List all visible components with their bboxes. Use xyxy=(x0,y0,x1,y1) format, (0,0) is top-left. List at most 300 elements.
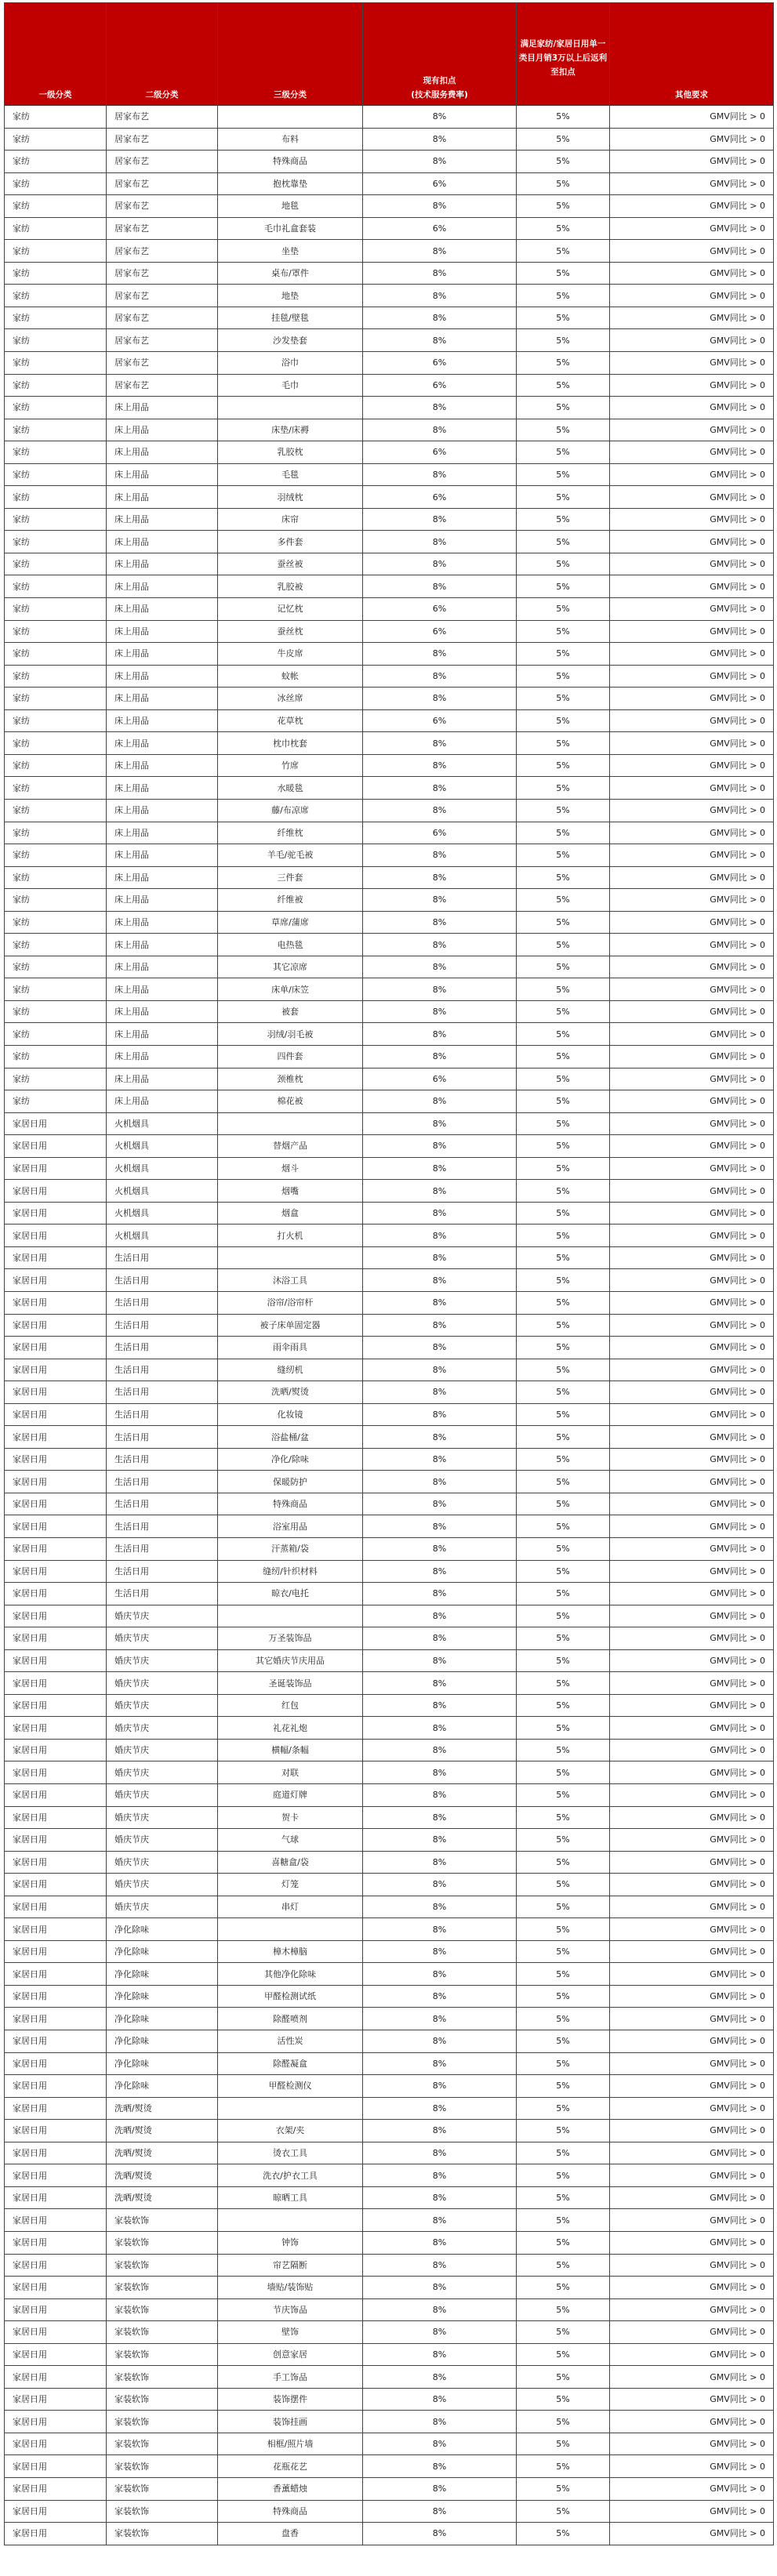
table-row xyxy=(5,1246,774,1269)
level1-cell: 家纺 xyxy=(5,441,107,464)
level3-cell: 洗晒/熨烫 xyxy=(218,1381,363,1404)
table-row xyxy=(5,598,774,621)
requirement-cell: GMV同比 > 0 xyxy=(610,1246,774,1269)
rebate-rate-cell: 5% xyxy=(517,2411,610,2433)
table-row xyxy=(5,352,774,375)
table-row xyxy=(5,2523,774,2545)
current-rate-cell: 8% xyxy=(363,1896,517,1918)
table-row xyxy=(5,1023,774,1046)
current-rate-cell: 8% xyxy=(363,2209,517,2232)
requirement-cell: GMV同比 > 0 xyxy=(610,1851,774,1874)
requirement-cell: GMV同比 > 0 xyxy=(610,1000,774,1023)
requirement-cell: GMV同比 > 0 xyxy=(610,128,774,151)
level1-cell: 家纺 xyxy=(5,934,107,956)
requirement-cell: GMV同比 > 0 xyxy=(610,2120,774,2142)
requirement-cell: GMV同比 > 0 xyxy=(610,195,774,218)
requirement-cell: GMV同比 > 0 xyxy=(610,1359,774,1381)
current-rate-cell: 8% xyxy=(363,1717,517,1740)
level3-cell: 蚕丝枕 xyxy=(218,620,363,643)
header-level1: 一级分类 xyxy=(5,3,107,106)
rebate-rate-cell: 5% xyxy=(517,1717,610,1740)
level1-cell: 家居日用 xyxy=(5,1291,107,1314)
requirement-cell: GMV同比 > 0 xyxy=(610,620,774,643)
requirement-cell: GMV同比 > 0 xyxy=(610,2254,774,2277)
requirement-cell: GMV同比 > 0 xyxy=(610,732,774,755)
requirement-cell: GMV同比 > 0 xyxy=(610,1538,774,1561)
table-row xyxy=(5,1739,774,1761)
level3-cell: 水暖毯 xyxy=(218,777,363,800)
level3-cell: 地垫 xyxy=(218,285,363,307)
requirement-cell: GMV同比 > 0 xyxy=(610,397,774,419)
rebate-rate-cell: 5% xyxy=(517,1874,610,1896)
level3-cell: 钟饰 xyxy=(218,2231,363,2254)
requirement-cell: GMV同比 > 0 xyxy=(610,285,774,307)
current-rate-cell: 8% xyxy=(363,508,517,531)
requirement-cell: GMV同比 > 0 xyxy=(610,240,774,263)
requirement-cell: GMV同比 > 0 xyxy=(610,598,774,621)
level3-cell: 除醛喷剂 xyxy=(218,2008,363,2030)
table-row xyxy=(5,978,774,1001)
table-row xyxy=(5,1337,774,1359)
level3-cell: 特殊商品 xyxy=(218,151,363,173)
rebate-rate-cell: 5% xyxy=(517,240,610,263)
level3-cell: 装饰摆件 xyxy=(218,2388,363,2411)
requirement-cell: GMV同比 > 0 xyxy=(610,2477,774,2500)
table-row xyxy=(5,1359,774,1381)
current-rate-cell: 8% xyxy=(363,1291,517,1314)
table-row xyxy=(5,1291,774,1314)
rebate-rate-cell: 5% xyxy=(517,1515,610,1538)
table-row xyxy=(5,106,774,129)
rebate-rate-cell: 5% xyxy=(517,352,610,375)
level3-cell: 烟嘴 xyxy=(218,1180,363,1203)
level1-cell: 家居日用 xyxy=(5,1739,107,1761)
current-rate-cell: 8% xyxy=(363,2298,517,2321)
level3-cell: 纤维枕 xyxy=(218,822,363,844)
level2-cell: 洗晒/熨烫 xyxy=(107,2186,218,2209)
table-row xyxy=(5,2433,774,2455)
current-rate-cell: 8% xyxy=(363,1874,517,1896)
table-row xyxy=(5,665,774,688)
level1-cell: 家纺 xyxy=(5,889,107,912)
current-rate-cell: 8% xyxy=(363,1493,517,1515)
requirement-cell: GMV同比 > 0 xyxy=(610,1918,774,1941)
level2-cell: 生活日用 xyxy=(107,1448,218,1471)
current-rate-cell: 8% xyxy=(363,2411,517,2433)
current-rate-cell: 8% xyxy=(363,397,517,419)
table-row xyxy=(5,2254,774,2277)
current-rate-cell: 8% xyxy=(363,1426,517,1449)
current-rate-cell: 6% xyxy=(363,374,517,397)
rebate-rate-cell: 5% xyxy=(517,2321,610,2344)
requirement-cell: GMV同比 > 0 xyxy=(610,2321,774,2344)
requirement-cell: GMV同比 > 0 xyxy=(610,1068,774,1090)
level3-cell: 缝纫机 xyxy=(218,1359,363,1381)
requirement-cell: GMV同比 > 0 xyxy=(610,2500,774,2523)
level1-cell: 家纺 xyxy=(5,1045,107,1068)
current-rate-cell: 8% xyxy=(363,2321,517,2344)
level2-cell: 居家布艺 xyxy=(107,217,218,240)
rebate-rate-cell: 5% xyxy=(517,911,610,934)
requirement-cell: GMV同比 > 0 xyxy=(610,1717,774,1740)
current-rate-cell: 6% xyxy=(363,486,517,509)
level3-cell: 净化/除味 xyxy=(218,1448,363,1471)
level2-cell: 家装软饰 xyxy=(107,2455,218,2478)
level2-cell: 居家布艺 xyxy=(107,195,218,218)
requirement-cell: GMV同比 > 0 xyxy=(610,2164,774,2187)
level3-cell: 多件套 xyxy=(218,531,363,553)
level2-cell: 生活日用 xyxy=(107,1269,218,1292)
table-row xyxy=(5,1806,774,1829)
requirement-cell: GMV同比 > 0 xyxy=(610,419,774,441)
requirement-cell: GMV同比 > 0 xyxy=(610,688,774,710)
level3-cell: 化妆镜 xyxy=(218,1403,363,1426)
level1-cell: 家纺 xyxy=(5,106,107,129)
current-rate-cell: 8% xyxy=(363,1538,517,1561)
table-row xyxy=(5,1717,774,1740)
rebate-rate-cell: 5% xyxy=(517,1269,610,1292)
level2-cell: 家装软饰 xyxy=(107,2477,218,2500)
level3-cell: 竹席 xyxy=(218,754,363,777)
level2-cell: 婚庆节庆 xyxy=(107,1851,218,1874)
requirement-cell: GMV同比 > 0 xyxy=(610,665,774,688)
requirement-cell: GMV同比 > 0 xyxy=(610,1784,774,1807)
table-row xyxy=(5,1426,774,1449)
requirement-cell: GMV同比 > 0 xyxy=(610,777,774,800)
rebate-rate-cell: 5% xyxy=(517,822,610,844)
current-rate-cell: 8% xyxy=(363,1314,517,1337)
level2-cell: 床上用品 xyxy=(107,754,218,777)
level3-cell: 蚊帐 xyxy=(218,665,363,688)
current-rate-cell: 8% xyxy=(363,1471,517,1493)
rebate-rate-cell: 5% xyxy=(517,1045,610,1068)
table-row xyxy=(5,285,774,307)
current-rate-cell: 8% xyxy=(363,978,517,1001)
table-row xyxy=(5,1672,774,1695)
current-rate-cell: 8% xyxy=(363,777,517,800)
table-row xyxy=(5,956,774,978)
current-rate-cell: 8% xyxy=(363,665,517,688)
level2-cell: 婚庆节庆 xyxy=(107,1739,218,1761)
table-row xyxy=(5,1225,774,1247)
rebate-rate-cell: 5% xyxy=(517,172,610,195)
level1-cell: 家居日用 xyxy=(5,1940,107,1963)
rebate-rate-cell: 5% xyxy=(517,486,610,509)
table-row xyxy=(5,2277,774,2299)
level1-cell: 家居日用 xyxy=(5,1806,107,1829)
level3-cell: 花瓶花艺 xyxy=(218,2455,363,2478)
current-rate-cell: 8% xyxy=(363,1985,517,2008)
table-row xyxy=(5,307,774,329)
level1-cell: 家居日用 xyxy=(5,1784,107,1807)
rebate-rate-cell: 5% xyxy=(517,329,610,352)
level3-cell: 三件套 xyxy=(218,866,363,889)
level3-cell xyxy=(218,2097,363,2120)
level3-cell: 牛皮席 xyxy=(218,643,363,666)
level1-cell: 家纺 xyxy=(5,1000,107,1023)
table-row xyxy=(5,531,774,553)
current-rate-cell: 6% xyxy=(363,1068,517,1090)
level2-cell: 净化除味 xyxy=(107,2030,218,2053)
level3-cell: 晾晒工具 xyxy=(218,2186,363,2209)
requirement-cell: GMV同比 > 0 xyxy=(610,1135,774,1158)
rebate-rate-cell: 5% xyxy=(517,463,610,486)
level1-cell: 家居日用 xyxy=(5,1337,107,1359)
level2-cell: 居家布艺 xyxy=(107,172,218,195)
level1-cell: 家居日用 xyxy=(5,1896,107,1918)
level2-cell: 床上用品 xyxy=(107,665,218,688)
level1-cell: 家纺 xyxy=(5,799,107,822)
rebate-rate-cell: 5% xyxy=(517,1583,610,1605)
table-row xyxy=(5,688,774,710)
level1-cell: 家居日用 xyxy=(5,1426,107,1449)
level3-cell: 床帘 xyxy=(218,508,363,531)
header-level3: 三级分类 xyxy=(218,3,363,106)
requirement-cell: GMV同比 > 0 xyxy=(610,978,774,1001)
level1-cell: 家纺 xyxy=(5,732,107,755)
table-row xyxy=(5,2500,774,2523)
level3-cell: 浴帘/浴帘杆 xyxy=(218,1291,363,1314)
current-rate-cell: 6% xyxy=(363,441,517,464)
table-body xyxy=(5,106,774,2545)
current-rate-cell: 8% xyxy=(363,1583,517,1605)
requirement-cell: GMV同比 > 0 xyxy=(610,2030,774,2053)
level1-cell: 家居日用 xyxy=(5,1246,107,1269)
rebate-rate-cell: 5% xyxy=(517,1672,610,1695)
table-row xyxy=(5,1918,774,1941)
level2-cell: 床上用品 xyxy=(107,822,218,844)
level3-cell: 衣架/夹 xyxy=(218,2120,363,2142)
rebate-rate-cell: 5% xyxy=(517,1538,610,1561)
level2-cell: 洗晒/熨烫 xyxy=(107,2142,218,2164)
level1-cell: 家纺 xyxy=(5,374,107,397)
current-rate-cell: 8% xyxy=(363,1359,517,1381)
table-row xyxy=(5,172,774,195)
current-rate-cell: 8% xyxy=(363,2120,517,2142)
requirement-cell: GMV同比 > 0 xyxy=(610,1829,774,1852)
requirement-cell: GMV同比 > 0 xyxy=(610,1202,774,1225)
current-rate-cell: 8% xyxy=(363,1806,517,1829)
rebate-rate-cell: 5% xyxy=(517,1761,610,1784)
level1-cell: 家纺 xyxy=(5,329,107,352)
level2-cell: 洗晒/熨烫 xyxy=(107,2164,218,2187)
level2-cell: 家装软饰 xyxy=(107,2523,218,2545)
requirement-cell: GMV同比 > 0 xyxy=(610,1874,774,1896)
level3-cell xyxy=(218,1112,363,1135)
current-rate-cell: 8% xyxy=(363,799,517,822)
level1-cell: 家居日用 xyxy=(5,1269,107,1292)
rebate-rate-cell: 5% xyxy=(517,1426,610,1449)
level2-cell: 生活日用 xyxy=(107,1359,218,1381)
level2-cell: 婚庆节庆 xyxy=(107,1694,218,1717)
level2-cell: 净化除味 xyxy=(107,1985,218,2008)
level2-cell: 床上用品 xyxy=(107,441,218,464)
rebate-rate-cell: 5% xyxy=(517,1694,610,1717)
rebate-rate-cell: 5% xyxy=(517,262,610,285)
current-rate-cell: 6% xyxy=(363,172,517,195)
rebate-rate-cell: 5% xyxy=(517,643,610,666)
level3-cell xyxy=(218,397,363,419)
level2-cell: 婚庆节庆 xyxy=(107,1672,218,1695)
level1-cell: 家居日用 xyxy=(5,1694,107,1717)
level3-cell: 沙发垫套 xyxy=(218,329,363,352)
requirement-cell: GMV同比 > 0 xyxy=(610,2209,774,2232)
rebate-rate-cell: 5% xyxy=(517,1627,610,1650)
rebate-rate-cell: 5% xyxy=(517,956,610,978)
level3-cell: 礼花礼炮 xyxy=(218,1717,363,1740)
table-row xyxy=(5,419,774,441)
level3-cell: 其他净化除味 xyxy=(218,1963,363,1986)
rebate-rate-cell: 5% xyxy=(517,575,610,598)
rebate-rate-cell: 5% xyxy=(517,1112,610,1135)
rebate-rate-cell: 5% xyxy=(517,732,610,755)
level2-cell: 洗晒/熨烫 xyxy=(107,2120,218,2142)
requirement-cell: GMV同比 > 0 xyxy=(610,374,774,397)
table-row xyxy=(5,441,774,464)
table-row xyxy=(5,217,774,240)
level1-cell: 家居日用 xyxy=(5,2008,107,2030)
table-row xyxy=(5,1605,774,1627)
level1-cell: 家居日用 xyxy=(5,2477,107,2500)
rebate-rate-cell: 5% xyxy=(517,2500,610,2523)
level3-cell xyxy=(218,1246,363,1269)
header-current-rate-text: 现有扣点 (技术服务费率) xyxy=(411,76,468,100)
level1-cell: 家居日用 xyxy=(5,2455,107,2478)
level2-cell: 居家布艺 xyxy=(107,285,218,307)
level2-cell: 生活日用 xyxy=(107,1337,218,1359)
level1-cell: 家居日用 xyxy=(5,1874,107,1896)
table-row xyxy=(5,1112,774,1135)
requirement-cell: GMV同比 > 0 xyxy=(610,2343,774,2366)
level1-cell: 家纺 xyxy=(5,978,107,1001)
current-rate-cell: 8% xyxy=(363,1090,517,1113)
level1-cell: 家纺 xyxy=(5,665,107,688)
table-row xyxy=(5,575,774,598)
level3-cell: 万圣装饰品 xyxy=(218,1627,363,1650)
rebate-rate-cell: 5% xyxy=(517,128,610,151)
requirement-cell: GMV同比 > 0 xyxy=(610,172,774,195)
level1-cell: 家居日用 xyxy=(5,2231,107,2254)
table-row xyxy=(5,889,774,912)
level3-cell: 樟木樟脑 xyxy=(218,1940,363,1963)
level1-cell: 家纺 xyxy=(5,709,107,732)
level2-cell: 床上用品 xyxy=(107,709,218,732)
level2-cell: 净化除味 xyxy=(107,1963,218,1986)
table-row xyxy=(5,2052,774,2075)
level2-cell: 婚庆节庆 xyxy=(107,1605,218,1627)
current-rate-cell: 8% xyxy=(363,754,517,777)
requirement-cell: GMV同比 > 0 xyxy=(610,754,774,777)
requirement-cell: GMV同比 > 0 xyxy=(610,106,774,129)
level3-cell: 节庆饰品 xyxy=(218,2298,363,2321)
rebate-rate-cell: 5% xyxy=(517,754,610,777)
level2-cell: 居家布艺 xyxy=(107,352,218,375)
table-row xyxy=(5,2388,774,2411)
rebate-rate-cell: 5% xyxy=(517,2231,610,2254)
current-rate-cell: 8% xyxy=(363,2164,517,2187)
level1-cell: 家居日用 xyxy=(5,2142,107,2164)
header-level2: 二级分类 xyxy=(107,3,218,106)
level2-cell: 家装软饰 xyxy=(107,2231,218,2254)
level1-cell: 家居日用 xyxy=(5,1135,107,1158)
header-other-requirements: 其他要求 xyxy=(610,3,774,106)
table-row xyxy=(5,2142,774,2164)
current-rate-cell: 8% xyxy=(363,1672,517,1695)
current-rate-cell: 8% xyxy=(363,1269,517,1292)
requirement-cell: GMV同比 > 0 xyxy=(610,709,774,732)
level3-cell: 晾衣/电托 xyxy=(218,1583,363,1605)
level1-cell: 家居日用 xyxy=(5,1515,107,1538)
level1-cell: 家纺 xyxy=(5,128,107,151)
level2-cell: 床上用品 xyxy=(107,508,218,531)
level1-cell: 家居日用 xyxy=(5,1627,107,1650)
table-row xyxy=(5,1403,774,1426)
table-row xyxy=(5,1068,774,1090)
header-rebate-rate: 满足家纺/家居日用单一类目月销3万以上后返利至扣点 xyxy=(517,3,610,106)
level1-cell: 家纺 xyxy=(5,643,107,666)
requirement-cell: GMV同比 > 0 xyxy=(610,2433,774,2455)
level1-cell: 家纺 xyxy=(5,172,107,195)
level3-cell: 羽绒/羽毛被 xyxy=(218,1023,363,1046)
current-rate-cell: 8% xyxy=(363,1023,517,1046)
level1-cell: 家居日用 xyxy=(5,1538,107,1561)
requirement-cell: GMV同比 > 0 xyxy=(610,1583,774,1605)
level2-cell: 火机烟具 xyxy=(107,1225,218,1247)
level3-cell xyxy=(218,106,363,129)
requirement-cell: GMV同比 > 0 xyxy=(610,1649,774,1672)
current-rate-cell: 8% xyxy=(363,2523,517,2545)
requirement-cell: GMV同比 > 0 xyxy=(610,844,774,867)
current-rate-cell: 8% xyxy=(363,844,517,867)
level1-cell: 家居日用 xyxy=(5,2343,107,2366)
rebate-rate-cell: 5% xyxy=(517,307,610,329)
level3-cell: 帘艺隔断 xyxy=(218,2254,363,2277)
level1-cell: 家居日用 xyxy=(5,1649,107,1672)
level1-cell: 家居日用 xyxy=(5,1202,107,1225)
rebate-rate-cell: 5% xyxy=(517,553,610,575)
rebate-rate-cell: 5% xyxy=(517,1023,610,1046)
level1-cell: 家居日用 xyxy=(5,1605,107,1627)
level3-cell: 羽绒枕 xyxy=(218,486,363,509)
rebate-rate-cell: 5% xyxy=(517,2455,610,2478)
table-row xyxy=(5,329,774,352)
current-rate-cell: 8% xyxy=(363,1739,517,1761)
current-rate-cell: 8% xyxy=(363,262,517,285)
table-header xyxy=(5,3,774,106)
requirement-cell: GMV同比 > 0 xyxy=(610,262,774,285)
rebate-rate-cell: 5% xyxy=(517,1471,610,1493)
level2-cell: 生活日用 xyxy=(107,1471,218,1493)
rebate-rate-cell: 5% xyxy=(517,1381,610,1404)
rebate-rate-cell: 5% xyxy=(517,2008,610,2030)
table-row xyxy=(5,1963,774,1986)
level2-cell: 床上用品 xyxy=(107,844,218,867)
table-row xyxy=(5,1896,774,1918)
level3-cell: 烫衣工具 xyxy=(218,2142,363,2164)
current-rate-cell: 8% xyxy=(363,2142,517,2164)
level1-cell: 家居日用 xyxy=(5,1761,107,1784)
level3-cell: 被子床单固定器 xyxy=(218,1314,363,1337)
current-rate-cell: 8% xyxy=(363,2008,517,2030)
level2-cell: 床上用品 xyxy=(107,1068,218,1090)
level1-cell: 家居日用 xyxy=(5,2030,107,2053)
level2-cell: 床上用品 xyxy=(107,419,218,441)
rebate-rate-cell: 5% xyxy=(517,2164,610,2187)
level1-cell: 家居日用 xyxy=(5,2388,107,2411)
level3-cell: 毛毯 xyxy=(218,463,363,486)
level1-cell: 家居日用 xyxy=(5,1851,107,1874)
current-rate-cell: 8% xyxy=(363,106,517,129)
